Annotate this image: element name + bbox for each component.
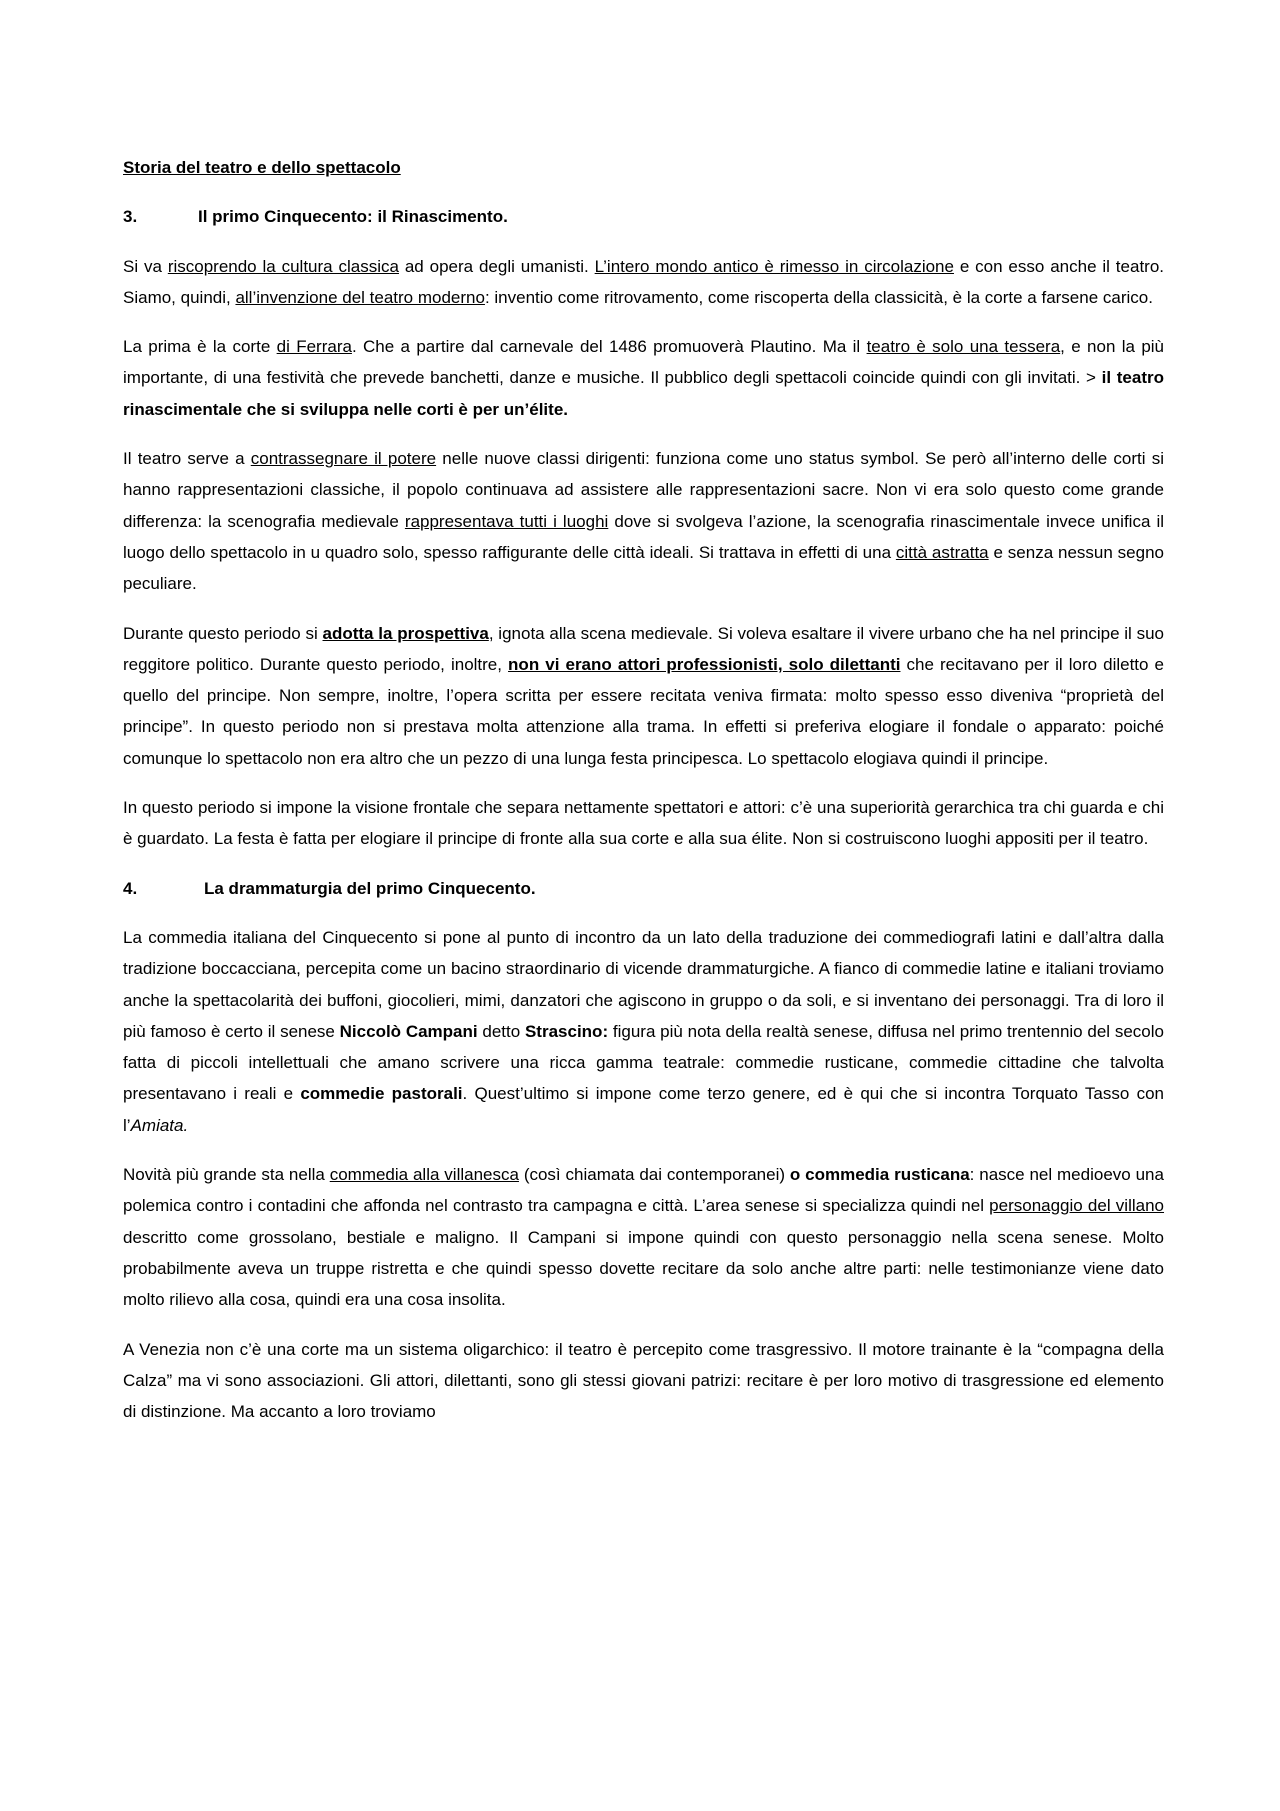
paragraph — [123, 443, 1164, 599]
text-run: detto — [477, 1021, 525, 1041]
text-run: Il teatro serve a — [123, 449, 251, 469]
text-run: . Che a partire dal carnevale del 1486 promuoverà Plautino. Ma il — [351, 337, 867, 357]
text-run: : nasce nel medioevo una polemica contro i contadini che affonda nel contrasto tra campagna e città. L’area senese si specializza quindi nel — [123, 1165, 1164, 1216]
text-run: La commedia italiana del Cinquecento si pone al punto di incontro da un lato della traduzione dei commediografi latini e dall’altra dalla tradizione boccacciana, percepita come un bacino straordinario di vicende drammaturgiche. A fianco di commedie latine e italiani troviamo anche la spettacolarità dei buffoni, giocolieri, mimi, danzatori che agiscono in gruppo o da soli, e si inventano dei personaggi. Tra di loro il più famoso è certo il senese — [123, 927, 1164, 1041]
text-run: , e non la più importante, di una festività che prevede banchetti, danze e musiche. Il pubblico degli spettacoli coincide quindi con gli invitati. > — [123, 337, 1165, 388]
text-run: dove si svolgeva l’azione, la scenografia rinascimentale invece unifica il luogo dello spettacolo in u quadro solo, spesso raffigurante delle città ideali. Si trattava in effetti di una — [123, 511, 1165, 562]
text-run: (così chiamata dai contemporanei) — [518, 1165, 790, 1185]
paragraph — [123, 618, 1164, 774]
emphasized-text: contrassegnare il potere — [250, 449, 437, 469]
text-run: A Venezia non c’è una corte ma un sistema oligarchico: il teatro è percepito come trasgressivo. Il motore trainante è la “compagna della Calza” ma vi sono associazioni. Gli attori, dilettanti, sono gli stessi giovani patrizi: recitare è per loro motivo di trasgressione ed elemento di distinzione. Ma accanto a loro troviamo — [123, 1339, 1164, 1422]
emphasized-text: teatro è solo una tessera — [866, 337, 1061, 357]
emphasized-text: L’intero mondo antico è rimesso in circolazione — [594, 256, 954, 276]
emphasized-text: Strascino: — [524, 1021, 609, 1041]
text-run: e senza nessun segno peculiare. — [123, 542, 1164, 594]
text-run: In questo periodo si impone la visione frontale che separa nettamente spettatori e attori: c’è una superiorità gerarchica tra chi guarda e chi è guardato. La festa è fatta per elogiare il principe di fronte alla sua corte e alla sua élite. Non si costruiscono luoghi appositi per il teatro. — [123, 798, 1164, 849]
emphasized-text: il teatro rinascimentale che si sviluppa nelle corti è per un’élite. — [123, 368, 1165, 419]
emphasized-text: commedia alla villanesca — [329, 1165, 519, 1185]
emphasized-text: o commedia rusticana — [789, 1165, 970, 1185]
paragraph — [123, 922, 1164, 1141]
text-run: ad opera degli umanisti. — [398, 256, 595, 276]
text-run: che recitavano per il loro diletto e quello del principe. Non sempre, inoltre, l’opera scritta per essere recitata veniva firmata: molto spesso esso diveniva “proprietà del principe”. In questo periodo non si prestava molta attenzione alla trama. In effetti si preferiva elogiare il fondale o apparato: poiché comunque lo spettacolo non era altro che un pezzo di una lunga festa principesca. Lo spettacolo elogiava quindi il principe. — [123, 654, 1164, 768]
section-heading-text: La drammaturgia del primo Cinquecento. — [204, 878, 536, 898]
document-page — [123, 152, 1164, 1445]
text-run: : inventio come ritrovamento, come riscoperta della classicità, è la corte a farsene carico. — [484, 287, 1153, 307]
section-heading — [123, 873, 1164, 904]
emphasized-text: riscoprendo la cultura classica — [167, 256, 399, 276]
emphasized-text: adotta la prospettiva — [322, 623, 489, 643]
emphasized-text: città astratta — [895, 542, 989, 562]
emphasized-text: commedie pastorali — [300, 1084, 463, 1104]
paragraph — [123, 1334, 1164, 1428]
section-number: 4. — [123, 878, 138, 898]
paragraph — [123, 1159, 1164, 1315]
text-run: , ignota alla scena medievale. Si voleva esaltare il vivere urbano che ha nel principe il suo reggitore politico. Durante questo periodo, inoltre, — [123, 623, 1164, 674]
text-run: figura più nota della realtà senese, diffusa nel primo trentennio del secolo fatta di piccoli intellettuali che amano scrivere una ricca gamma teatrale: commedie rusticane, commedie cittadine che talvolta presentavano i reali e — [123, 1021, 1164, 1104]
text-run: . Quest’ultimo si impone come terzo genere, ed è qui che si incontra Torquato Tasso con l’ — [123, 1084, 1164, 1135]
emphasized-text: personaggio del villano — [989, 1196, 1165, 1216]
section-heading — [123, 201, 1164, 232]
emphasized-text: all’invenzione del teatro moderno — [235, 287, 485, 307]
paragraph — [123, 251, 1164, 314]
emphasized-text: non vi erano attori professionisti, solo dilettanti — [508, 654, 901, 674]
text-run: descritto come grossolano, bestiale e maligno. Il Campani si impone quindi con questo personaggio nella scena senese. Molto probabilmente aveva un truppe ristretta e che quindi spesso dovette recitare da solo anche altre parti: nelle testimonianze viene dato molto rilievo alla cosa, quindi era una cosa insolita. — [123, 1227, 1164, 1310]
text-run: nelle nuove classi dirigenti: funziona come uno status symbol. Se però all’interno delle corti si hanno rappresentazioni classiche, il popolo continuava ad assistere alle rappresentazioni sacre. Non vi era solo questo come grande differenza: la scenografia medievale — [123, 449, 1164, 531]
text-run: e con esso anche il teatro. Siamo, quindi, — [123, 256, 1165, 307]
section-number: 3. — [123, 207, 138, 227]
text-run: La prima è la corte — [123, 337, 277, 357]
emphasized-text: Niccolò Campani — [339, 1021, 478, 1041]
emphasized-text: di Ferrara — [276, 337, 352, 357]
text-run: Durante questo periodo si — [123, 623, 323, 643]
text-run: Si va — [123, 256, 168, 276]
section-heading-text: Il primo Cinquecento: il Rinascimento. — [198, 207, 508, 227]
document-body — [123, 201, 1164, 1427]
text-run: Novità più grande sta nella — [123, 1165, 330, 1185]
paragraph — [123, 792, 1164, 855]
emphasized-text: Amiata. — [130, 1115, 189, 1135]
emphasized-text: rappresentava tutti i luoghi — [404, 511, 609, 531]
document-title: Storia del teatro e dello spettacolo — [123, 158, 401, 177]
paragraph — [123, 331, 1164, 425]
